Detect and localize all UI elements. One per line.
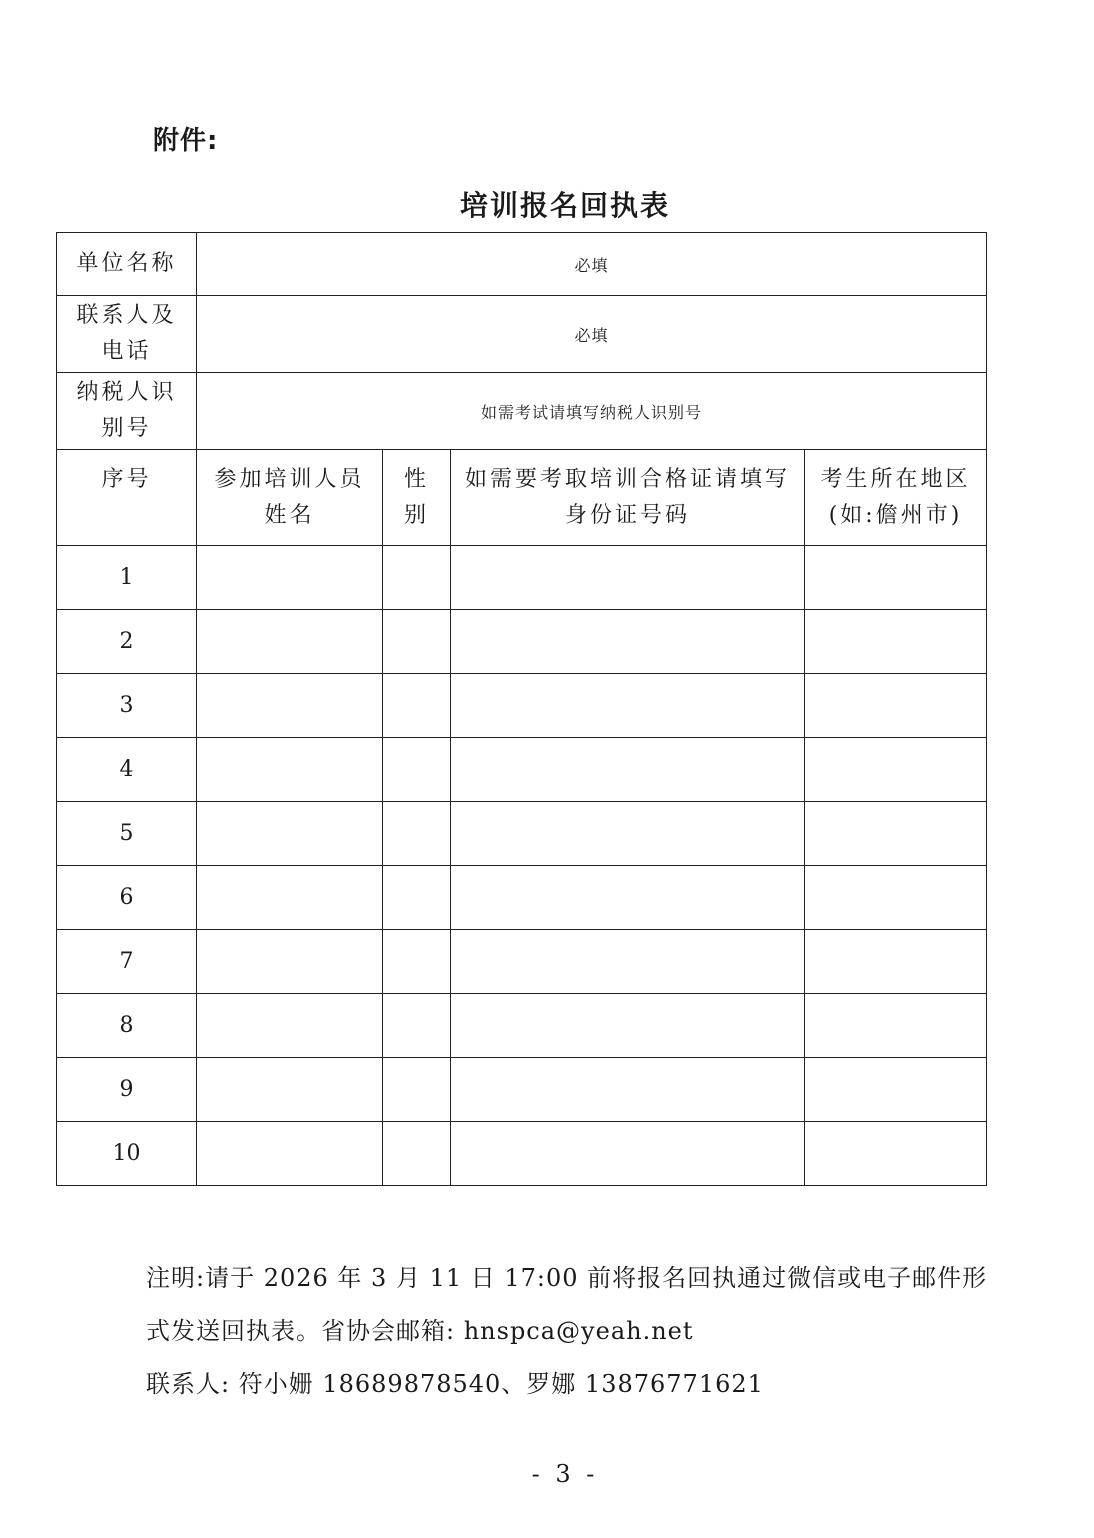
row-number: 4: [57, 738, 197, 802]
name-cell[interactable]: [197, 866, 383, 930]
col-header-id-number: 如需要考取培训合格证请填写身份证号码: [451, 450, 805, 546]
gender-cell[interactable]: [383, 994, 451, 1058]
table-row: [57, 674, 987, 738]
id-number-cell[interactable]: [451, 1058, 805, 1122]
gender-cell[interactable]: [383, 674, 451, 738]
table-row: [57, 1058, 987, 1122]
id-number-cell[interactable]: [451, 674, 805, 738]
column-header-row: [57, 450, 987, 546]
id-number-cell[interactable]: [451, 866, 805, 930]
gender-cell[interactable]: [383, 930, 451, 994]
row-number: 2: [57, 610, 197, 674]
col-header-gender: 性别: [383, 450, 451, 546]
col-header-seq: 序号: [57, 450, 197, 546]
id-number-cell[interactable]: [451, 738, 805, 802]
note-line-3: 联系人: 符小姗 18689878540、罗娜 13876771621: [146, 1370, 764, 1398]
region-cell[interactable]: [805, 610, 987, 674]
id-number-cell[interactable]: [451, 1122, 805, 1186]
attachment-label: 附件:: [153, 126, 219, 156]
participant-rows: [57, 546, 987, 1186]
table-row: [57, 738, 987, 802]
table-row: [57, 866, 987, 930]
note-line-2: 式发送回执表。省协会邮箱: hnspca@yeah.net: [146, 1317, 694, 1345]
info-label-contact: 联系人及电话: [57, 296, 197, 373]
region-cell[interactable]: [805, 546, 987, 610]
gender-cell[interactable]: [383, 802, 451, 866]
info-row-contact: [57, 296, 987, 373]
gender-cell[interactable]: [383, 738, 451, 802]
name-cell[interactable]: [197, 994, 383, 1058]
unit-name-field[interactable]: 必填: [197, 233, 987, 296]
table-row: [57, 546, 987, 610]
info-row-tax: [57, 373, 987, 450]
id-number-cell[interactable]: [451, 930, 805, 994]
table-row: [57, 802, 987, 866]
region-cell[interactable]: [805, 866, 987, 930]
registration-form-table: [56, 232, 987, 1186]
id-number-cell[interactable]: [451, 802, 805, 866]
region-cell[interactable]: [805, 674, 987, 738]
id-number-cell[interactable]: [451, 546, 805, 610]
page-number: - 3 -: [531, 1460, 599, 1488]
row-number: 8: [57, 994, 197, 1058]
info-label-unit-name: 单位名称: [57, 233, 197, 296]
id-number-cell[interactable]: [451, 610, 805, 674]
gender-cell[interactable]: [383, 1058, 451, 1122]
info-label-tax-id: 纳税人识别号: [57, 373, 197, 450]
row-number: 10: [57, 1122, 197, 1186]
row-number: 9: [57, 1058, 197, 1122]
id-number-cell[interactable]: [451, 994, 805, 1058]
note-line-1: 注明:请于 2026 年 3 月 11 日 17:00 前将报名回执通过微信或电子邮件形: [146, 1264, 988, 1292]
row-number: 3: [57, 674, 197, 738]
name-cell[interactable]: [197, 610, 383, 674]
name-cell[interactable]: [197, 674, 383, 738]
tax-id-field[interactable]: 如需考试请填写纳税人识别号: [197, 373, 987, 450]
name-cell[interactable]: [197, 738, 383, 802]
region-cell[interactable]: [805, 1058, 987, 1122]
table-row: [57, 1122, 987, 1186]
row-number: 6: [57, 866, 197, 930]
col-header-name: 参加培训人员姓名: [197, 450, 383, 546]
name-cell[interactable]: [197, 546, 383, 610]
row-number: 7: [57, 930, 197, 994]
region-cell[interactable]: [805, 802, 987, 866]
col-header-region: 考生所在地区(如:儋州市): [805, 450, 987, 546]
row-number: 5: [57, 802, 197, 866]
region-cell[interactable]: [805, 738, 987, 802]
name-cell[interactable]: [197, 802, 383, 866]
name-cell[interactable]: [197, 1122, 383, 1186]
name-cell[interactable]: [197, 930, 383, 994]
gender-cell[interactable]: [383, 866, 451, 930]
name-cell[interactable]: [197, 1058, 383, 1122]
region-cell[interactable]: [805, 1122, 987, 1186]
contact-field[interactable]: 必填: [197, 296, 987, 373]
gender-cell[interactable]: [383, 546, 451, 610]
form-title: 培训报名回执表: [459, 189, 670, 222]
table-row: [57, 994, 987, 1058]
gender-cell[interactable]: [383, 610, 451, 674]
row-number: 1: [57, 546, 197, 610]
table-row: [57, 610, 987, 674]
region-cell[interactable]: [805, 930, 987, 994]
info-row-unit: [57, 233, 987, 296]
table-row: [57, 930, 987, 994]
gender-cell[interactable]: [383, 1122, 451, 1186]
region-cell[interactable]: [805, 994, 987, 1058]
